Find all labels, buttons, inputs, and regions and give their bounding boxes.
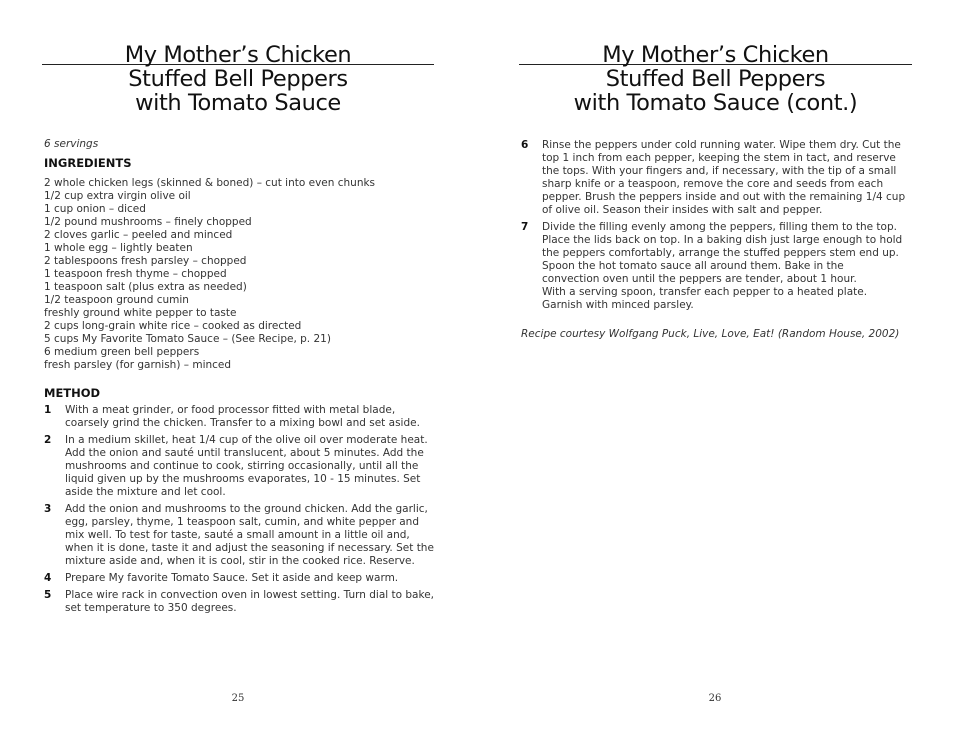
method-steps: [44, 404, 439, 619]
step-line: Prepare My favorite Tomato Sauce. Set it aside and keep warm.: [65, 572, 399, 584]
title-line: Stuffed Bell Peppers: [128, 66, 348, 92]
method-step: [44, 572, 439, 585]
step-line: Rinse the peppers under cold running water. Wipe them dry. Cut the: [542, 139, 901, 151]
step-text: [65, 503, 439, 568]
ingredient-item: freshly ground white pepper to taste: [44, 307, 237, 319]
ingredients-heading: INGREDIENTS: [44, 156, 132, 170]
step-line: Garnish with minced parsley.: [542, 299, 694, 311]
step-line: With a serving spoon, transfer each pepper to a heated plate.: [542, 286, 868, 298]
step-line: coarsely grind the chicken. Transfer to a mixing bowl and set aside.: [65, 417, 420, 429]
step-line: Divide the filling evenly among the peppers, filling them to the top.: [542, 221, 897, 233]
step-line: Add the onion and sauté until translucent, about 5 minutes. Add the: [65, 447, 424, 459]
step-line: convection oven until the peppers are tender, about 1 hour.: [542, 273, 857, 285]
step-line: Place wire rack in convection oven in lowest setting. Turn dial to bake,: [65, 589, 434, 601]
servings-label: 6 servings: [44, 138, 99, 150]
ingredient-item: 1/2 pound mushrooms – finely chopped: [44, 216, 252, 228]
ingredient-item: 2 cups long-grain white rice – cooked as directed: [44, 320, 302, 332]
ingredient-item: fresh parsley (for garnish) – minced: [44, 359, 232, 371]
right-page: [477, 0, 954, 738]
ingredient-item: 1/2 cup extra virgin olive oil: [44, 190, 191, 202]
step-line: In a medium skillet, heat 1/4 cup of the olive oil over moderate heat.: [65, 434, 428, 446]
step-number: 3: [44, 503, 52, 515]
step-line: top 1 inch from each pepper, keeping the stem in tact, and reserve: [542, 152, 896, 164]
ingredient-item: 2 whole chicken legs (skinned & boned) – cut into even chunks: [44, 177, 376, 189]
step-line: of olive oil. Season their insides with salt and pepper.: [542, 204, 823, 216]
method-heading: METHOD: [44, 386, 101, 400]
title-line: with Tomato Sauce: [135, 90, 341, 116]
method-step: [521, 221, 911, 312]
method-step: [44, 434, 439, 499]
step-number: 4: [44, 572, 52, 584]
step-line: Place the lids back on top. In a baking dish just large enough to hold: [542, 234, 903, 246]
page-title: [42, 43, 434, 115]
step-number: 6: [521, 139, 529, 151]
step-line: the tops. With your fingers and, if necessary, with the tip of a small: [542, 165, 897, 177]
step-number: 7: [521, 221, 529, 233]
method-step: [44, 404, 439, 430]
step-text: [542, 221, 911, 312]
page-title: [519, 43, 912, 115]
step-line: set temperature to 350 degrees.: [65, 602, 237, 614]
step-text: [65, 572, 439, 585]
method-step: [44, 503, 439, 568]
step-line: mushrooms and continue to cook, stirring occasionally, until all the: [65, 460, 419, 472]
ingredients-list: [44, 177, 444, 372]
title-line: My Mother’s Chicken: [124, 42, 352, 68]
ingredient-item: 1/2 teaspoon ground cumin: [44, 294, 189, 306]
step-text: [65, 434, 439, 499]
method-steps: [521, 139, 911, 316]
step-line: the peppers comfortably, arrange the stuffed peppers stem end up.: [542, 247, 899, 259]
ingredient-item: 2 tablespoons fresh parsley – chopped: [44, 255, 247, 267]
step-text: [542, 139, 911, 217]
ingredient-item: 5 cups My Favorite Tomato Sauce – (See Recipe, p. 21): [44, 333, 331, 345]
ingredient-item: 1 teaspoon salt (plus extra as needed): [44, 281, 247, 293]
step-line: mix well. To test for taste, sauté a small amount in a little oil and,: [65, 529, 410, 541]
recipe-credit: Recipe courtesy Wolfgang Puck, Live, Love, Eat! (Random House, 2002): [521, 328, 900, 340]
step-text: [65, 404, 439, 430]
ingredient-item: 2 cloves garlic – peeled and minced: [44, 229, 233, 241]
ingredient-item: 1 teaspoon fresh thyme – chopped: [44, 268, 227, 280]
step-number: 5: [44, 589, 52, 601]
step-line: pepper. Brush the peppers inside and out with the remaining 1/4 cup: [542, 191, 906, 203]
step-text: [65, 589, 439, 615]
method-step: [521, 139, 911, 217]
page-number: 26: [708, 693, 722, 704]
step-line: sharp knife or a teaspoon, remove the core and seeds from each: [542, 178, 884, 190]
title-line: Stuffed Bell Peppers: [605, 66, 826, 92]
step-number: 1: [44, 404, 52, 416]
step-line: liquid given up by the mushrooms evaporates, 10 - 15 minutes. Set: [65, 473, 421, 485]
ingredient-item: 6 medium green bell peppers: [44, 346, 200, 358]
ingredient-item: 1 cup onion – diced: [44, 203, 146, 215]
page-number: 25: [231, 693, 245, 704]
method-step: [44, 589, 439, 615]
ingredient-item: 1 whole egg – lightly beaten: [44, 242, 193, 254]
step-line: Spoon the hot tomato sauce all around them. Bake in the: [542, 260, 844, 272]
step-line: With a meat grinder, or food processor fitted with metal blade,: [65, 404, 396, 416]
step-line: Add the onion and mushrooms to the ground chicken. Add the garlic,: [65, 503, 428, 515]
step-line: aside the mixture and let cool.: [65, 486, 226, 498]
step-line: mixture aside and, when it is cool, stir in the cooked rice. Reserve.: [65, 555, 415, 567]
step-number: 2: [44, 434, 52, 446]
title-line: My Mother’s Chicken: [602, 42, 829, 68]
step-line: egg, parsley, thyme, 1 teaspoon salt, cumin, and white pepper and: [65, 516, 419, 528]
title-line: with Tomato Sauce (cont.): [573, 90, 858, 116]
step-line: when it is done, taste it and adjust the seasoning if necessary. Set the: [65, 542, 434, 554]
